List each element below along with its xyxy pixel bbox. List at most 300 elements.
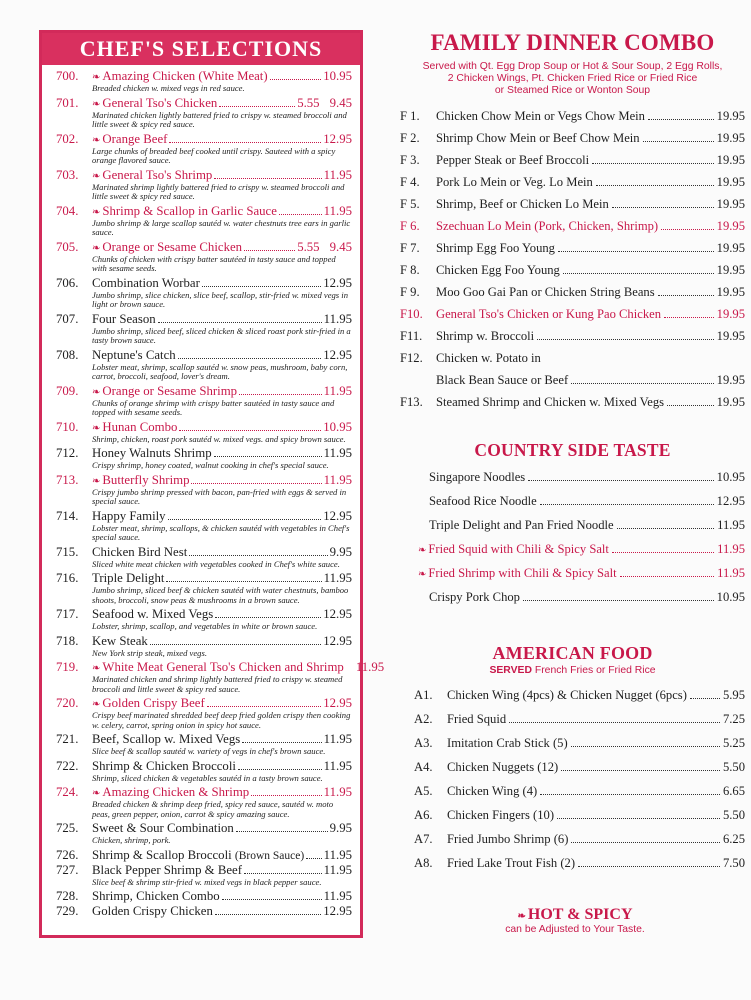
dot-leader bbox=[643, 129, 714, 142]
item-name bbox=[429, 489, 537, 513]
item-price: 11.95 bbox=[323, 732, 352, 746]
item-description: Lobster, shrimp, scallop, and vegetables in white or brown sauce. bbox=[92, 621, 318, 631]
item-number: 716. bbox=[56, 571, 79, 585]
dot-leader bbox=[166, 571, 321, 582]
item-name bbox=[92, 348, 176, 363]
dot-leader bbox=[270, 69, 322, 80]
item-price: 12.95 bbox=[323, 508, 352, 523]
item-name bbox=[92, 607, 213, 622]
family-combo-item bbox=[400, 259, 745, 281]
item-name-text: Orange or Sesame Shrimp bbox=[102, 383, 238, 398]
menu-item-line bbox=[56, 904, 352, 919]
item-description: Shrimp, chicken, roast pork sautéd w. mixed vegs. and spicy brown sauce. bbox=[92, 433, 346, 444]
item-price: 9.95 bbox=[329, 821, 352, 835]
american-food-note bbox=[400, 665, 745, 677]
item-name-text: Sweet & Sour Combination bbox=[92, 821, 234, 835]
dot-leader bbox=[558, 239, 714, 252]
menu-item-line bbox=[56, 889, 352, 904]
family-dinner-list bbox=[400, 105, 745, 413]
menu-item-line bbox=[56, 204, 352, 219]
hot-spicy-label: HOT & SPICY bbox=[527, 906, 633, 923]
item-name bbox=[92, 312, 156, 327]
item-name bbox=[92, 545, 187, 560]
item-price: 19.95 bbox=[716, 395, 745, 409]
dot-leader bbox=[202, 276, 321, 287]
pepper-icon: ❧ bbox=[92, 475, 101, 487]
item-name-text: Happy Family bbox=[92, 508, 166, 523]
item-number: 712. bbox=[56, 446, 79, 460]
item-name-text: Shrimp, Chicken Combo bbox=[92, 889, 220, 903]
item-name: Chicken Fingers (10) bbox=[447, 808, 555, 822]
menu-item bbox=[56, 446, 352, 471]
dot-leader bbox=[168, 509, 322, 520]
family-combo-item bbox=[400, 149, 745, 171]
american-item bbox=[414, 731, 745, 755]
item-name-text: White Meat General Tso's Chicken and Shrimp bbox=[102, 660, 344, 674]
item-name-text: Golden Crispy Chicken bbox=[92, 904, 213, 918]
item-code: F 9. bbox=[400, 285, 420, 299]
item-code: F 3. bbox=[400, 153, 420, 167]
menu-item bbox=[56, 634, 352, 659]
dot-leader bbox=[563, 261, 714, 274]
item-number: 724. bbox=[56, 785, 79, 799]
item-name: Chicken Egg Foo Young bbox=[436, 263, 560, 277]
item-code: F 4. bbox=[400, 175, 420, 189]
item-code: A2. bbox=[414, 712, 433, 726]
item-name-text: Seafood Rice Noodle bbox=[429, 494, 537, 508]
item-name: Moo Goo Gai Pan or Chicken String Beans bbox=[436, 285, 655, 299]
dot-leader bbox=[306, 848, 321, 859]
item-name: Chicken Chow Mein or Vegs Chow Mein bbox=[436, 109, 645, 123]
chefs-selections-panel bbox=[39, 30, 385, 938]
dot-leader bbox=[509, 710, 720, 723]
item-price: 19.95 bbox=[716, 219, 745, 233]
item-description: Lobster meat, shrimp, scallop sautéd w. snow peas, mushroom, baby corn, carrot, broccoli, seafood, lover's dream. bbox=[92, 361, 348, 381]
dot-leader bbox=[540, 782, 720, 795]
item-code: F10. bbox=[400, 307, 423, 321]
item-name: Fried Lake Trout Fish (2) bbox=[447, 856, 576, 870]
item-price: 6.65 bbox=[722, 784, 745, 798]
pepper-icon: ❧ bbox=[92, 206, 101, 218]
dot-leader bbox=[236, 821, 328, 832]
menu-item bbox=[56, 785, 352, 819]
item-description: Chunks of chicken with crispy batter sautéed in tasty sauce and topped with sesame seeds. bbox=[92, 253, 336, 273]
pepper-icon: ❧ bbox=[418, 569, 427, 580]
item-description: Marinated chicken lightly battered fried to crispy w. steamed broccoli and little sweet & spicy red sauce. bbox=[92, 109, 347, 129]
item-name bbox=[429, 465, 525, 489]
pepper-icon: ❧ bbox=[92, 98, 101, 110]
item-name-text: Crispy Pork Chop bbox=[429, 590, 520, 604]
american-note-bold: SERVED bbox=[489, 665, 532, 676]
pepper-icon: ❧ bbox=[418, 545, 427, 556]
item-name bbox=[92, 571, 164, 586]
item-price: 11.95 bbox=[717, 542, 745, 556]
item-name-text: Shrimp & Scallop Broccoli bbox=[92, 847, 232, 862]
item-name bbox=[92, 446, 212, 461]
dot-leader bbox=[528, 468, 713, 481]
family-combo-item bbox=[400, 391, 745, 413]
item-name bbox=[92, 634, 148, 649]
item-price: 19.95 bbox=[716, 285, 745, 299]
item-price: 11.95 bbox=[717, 518, 745, 532]
item-description: Jumbo shrimp & large scallop sautéd w. water chestnuts tree ears in garlic sauce. bbox=[92, 217, 351, 237]
item-name bbox=[429, 513, 614, 537]
menu-item-line bbox=[56, 312, 352, 327]
family-combo-item bbox=[400, 171, 745, 193]
item-name-text: Hunan Combo bbox=[102, 419, 178, 434]
item-number: 700. bbox=[56, 69, 79, 83]
dot-leader bbox=[179, 420, 321, 431]
item-price: 5.55 bbox=[297, 95, 320, 110]
item-description: Marinated shrimp lightly battered fried to crispy w. steamed broccoli and little sweet & spicy red sauce. bbox=[92, 181, 345, 201]
item-price: 11.95 bbox=[323, 446, 352, 460]
family-combo-item bbox=[400, 347, 745, 369]
dot-leader bbox=[578, 854, 720, 867]
dot-leader bbox=[557, 806, 720, 819]
american-food-title: AMERICAN FOOD bbox=[492, 643, 653, 663]
item-number: 710. bbox=[56, 419, 79, 434]
item-name bbox=[92, 821, 234, 836]
country-item bbox=[400, 585, 745, 609]
item-name-text: Shrimp & Chicken Broccoli bbox=[92, 758, 236, 773]
item-price: 11.95 bbox=[323, 785, 352, 799]
item-price: 11.95 bbox=[323, 758, 352, 773]
item-name bbox=[418, 537, 609, 563]
menu-item-line bbox=[56, 509, 352, 524]
item-number: 718. bbox=[56, 633, 79, 648]
item-price: 19.95 bbox=[716, 329, 745, 343]
menu-item bbox=[56, 69, 352, 94]
item-name-text: Singapore Noodles bbox=[429, 470, 526, 484]
dot-leader bbox=[571, 734, 720, 747]
item-name-text: Combination Worbar bbox=[92, 275, 200, 290]
item-description: Chicken, shrimp, pork. bbox=[92, 835, 171, 845]
menu-item-line bbox=[56, 732, 352, 747]
menu-item-line bbox=[56, 821, 352, 836]
item-price: 11.95 bbox=[355, 660, 385, 674]
item-name-text: Four Season bbox=[92, 311, 156, 326]
family-note-line: 2 Chicken Wings, Pt. Chicken Fried Rice or Fried Rice bbox=[447, 73, 698, 84]
item-size: (Brown Sauce) bbox=[234, 849, 305, 862]
american-item bbox=[414, 707, 745, 731]
menu-item-line bbox=[56, 696, 352, 711]
dot-leader bbox=[279, 204, 322, 215]
item-name: Chicken w. Potato in bbox=[436, 351, 541, 365]
item-price: 9.95 bbox=[329, 544, 352, 559]
item-number: 703. bbox=[56, 167, 79, 182]
dot-leader bbox=[189, 545, 327, 556]
item-description: Sliced white meat chicken with vegetables cooked in Chef's white sauce. bbox=[92, 558, 340, 569]
item-name bbox=[92, 848, 304, 864]
pepper-icon: ❧ bbox=[92, 699, 101, 710]
item-number: 706. bbox=[56, 275, 79, 290]
menu-item-line bbox=[56, 571, 352, 586]
item-name-text: Fried Squid with Chili & Spicy Salt bbox=[428, 542, 609, 556]
country-item bbox=[400, 513, 745, 537]
family-combo-item bbox=[400, 193, 745, 215]
menu-item bbox=[56, 660, 385, 694]
menu-item-line bbox=[56, 545, 352, 560]
menu-item-line bbox=[56, 132, 352, 147]
pepper-icon: ❧ bbox=[92, 663, 101, 674]
item-price: 5.25 bbox=[722, 736, 745, 750]
dot-leader bbox=[214, 446, 322, 457]
dot-leader bbox=[617, 516, 715, 529]
item-name: Chicken Wing (4) bbox=[447, 784, 538, 798]
item-name bbox=[418, 561, 617, 587]
item-code: F 5. bbox=[400, 197, 420, 211]
dot-leader bbox=[222, 889, 322, 900]
item-code: F13. bbox=[400, 395, 423, 409]
item-code: F 1. bbox=[400, 109, 420, 123]
item-description: Slice beef & scallop sautéd w. variety of vegs in chef's brown sauce. bbox=[92, 746, 326, 756]
dot-leader bbox=[178, 348, 322, 359]
menu-item-line bbox=[56, 240, 352, 255]
item-number: 725. bbox=[56, 821, 79, 835]
family-combo-item bbox=[400, 127, 745, 149]
item-price: 5.55 bbox=[297, 239, 320, 254]
menu-item-line bbox=[56, 785, 352, 800]
menu-item bbox=[56, 276, 352, 310]
item-description: Large chunks of breaded beef cooked until crispy. Sauteed with a spicy orange flavored sauce. bbox=[92, 145, 336, 165]
family-note-line: or Steamed Rice or Wonton Soup bbox=[494, 85, 651, 96]
family-combo-item bbox=[400, 369, 745, 391]
item-number: 719. bbox=[56, 660, 79, 674]
menu-item bbox=[56, 240, 352, 274]
menu-item-line bbox=[56, 473, 352, 488]
item-price: 12.95 bbox=[716, 494, 745, 508]
item-code: A1. bbox=[414, 688, 433, 702]
menu-item bbox=[56, 571, 352, 605]
item-name: Fried Squid bbox=[447, 712, 507, 726]
item-number: 727. bbox=[56, 862, 79, 877]
item-name: Shrimp, Beef or Chicken Lo Mein bbox=[436, 197, 609, 211]
item-name: Shrimp Egg Foo Young bbox=[436, 241, 555, 255]
item-number: 721. bbox=[56, 732, 79, 746]
item-price: 19.95 bbox=[716, 153, 745, 167]
dot-leader bbox=[214, 168, 321, 179]
item-name-text: Orange or Sesame Chicken bbox=[102, 239, 243, 254]
menu-item bbox=[56, 420, 352, 445]
item-price: 7.50 bbox=[722, 856, 745, 870]
item-name: Szechuan Lo Mein (Pork, Chicken, Shrimp) bbox=[436, 219, 659, 233]
item-name-text: Beef, Scallop w. Mixed Vegs bbox=[92, 732, 241, 746]
dot-leader bbox=[215, 607, 321, 618]
item-name: Shrimp w. Broccoli bbox=[436, 329, 535, 343]
dot-leader bbox=[612, 540, 714, 553]
chefs-selections-list bbox=[42, 65, 385, 919]
dot-leader bbox=[596, 173, 714, 186]
item-description: Crispy beef marinated shredded beef deep fried golden crispy then cooking w. celery, carrot, spring onion in spicy hot sauce. bbox=[92, 710, 351, 730]
menu-item-line bbox=[56, 384, 352, 399]
item-price: 10.95 bbox=[716, 470, 745, 484]
menu-item bbox=[56, 848, 352, 863]
item-name-text: Neptune's Catch bbox=[92, 347, 176, 362]
american-note-rest: French Fries or Fried Rice bbox=[534, 665, 656, 676]
dot-leader bbox=[238, 759, 322, 770]
menu-item bbox=[56, 348, 352, 382]
item-name bbox=[92, 276, 200, 291]
item-price: 6.25 bbox=[722, 832, 745, 846]
item-description: Breaded chicken & shrimp deep fried, spicy red sauce, sautéd w. moto peas, green pepper, onion, carrot & spicy amazing sauce. bbox=[92, 799, 334, 819]
family-combo-item bbox=[400, 281, 745, 303]
menu-item-line bbox=[56, 420, 352, 435]
dot-leader bbox=[207, 696, 321, 707]
item-name-text: Honey Walnuts Shrimp bbox=[92, 446, 212, 460]
dot-leader bbox=[239, 384, 322, 395]
pepper-icon: ❧ bbox=[517, 911, 526, 922]
menu-item-line bbox=[56, 69, 352, 84]
dot-leader bbox=[612, 195, 714, 208]
hot-spicy-note bbox=[500, 906, 650, 935]
item-number: 709. bbox=[56, 383, 79, 398]
item-name: Shrimp Chow Mein or Beef Chow Mein bbox=[436, 131, 640, 145]
menu-item bbox=[56, 863, 352, 888]
american-item bbox=[414, 779, 745, 803]
country-item bbox=[400, 465, 745, 489]
item-code: A4. bbox=[414, 760, 433, 774]
dot-leader bbox=[648, 107, 714, 120]
american-item bbox=[414, 755, 745, 779]
item-description: Shrimp, sliced chicken & vegetables sautéd in a tasty brown sauce. bbox=[92, 772, 323, 783]
menu-item-line bbox=[56, 276, 352, 291]
item-price: 11.95 bbox=[323, 889, 352, 903]
menu-item bbox=[56, 473, 352, 507]
item-number: 704. bbox=[56, 203, 79, 218]
item-number: 722. bbox=[56, 758, 79, 773]
dot-leader bbox=[537, 327, 713, 340]
item-number: 729. bbox=[56, 904, 79, 918]
menu-item bbox=[56, 607, 352, 632]
pepper-icon: ❧ bbox=[92, 788, 101, 799]
pepper-icon: ❧ bbox=[92, 386, 101, 398]
item-price: 12.95 bbox=[323, 696, 352, 710]
menu-item bbox=[56, 168, 352, 202]
item-price: 19.95 bbox=[716, 241, 745, 255]
dot-leader bbox=[561, 758, 720, 771]
family-dinner-note bbox=[400, 61, 745, 97]
menu-item bbox=[56, 821, 352, 846]
menu-item bbox=[56, 904, 352, 919]
item-name bbox=[92, 759, 236, 774]
item-name bbox=[92, 732, 240, 747]
dot-leader bbox=[346, 661, 354, 671]
menu-item-line bbox=[56, 348, 352, 363]
item-description: Lobster meat, shrimp, scallops, & chicken sautéd with vegetables in Chef's special sauce. bbox=[92, 522, 350, 542]
item-code: A8. bbox=[414, 856, 433, 870]
item-name bbox=[92, 904, 213, 919]
item-name-text: Shrimp & Scallop in Garlic Sauce bbox=[102, 203, 277, 218]
dot-leader bbox=[658, 283, 714, 296]
item-code: A6. bbox=[414, 808, 433, 822]
menu-item bbox=[56, 509, 352, 543]
item-code: A5. bbox=[414, 784, 433, 798]
item-price: 11.95 bbox=[323, 847, 352, 862]
item-number: 715. bbox=[56, 544, 79, 559]
pepper-icon: ❧ bbox=[92, 422, 101, 434]
menu-item-line bbox=[56, 168, 352, 183]
menu-item-line bbox=[56, 848, 352, 863]
item-name-text: Amazing Chicken & Shrimp bbox=[102, 785, 250, 799]
item-description: Jumbo shrimp, slice chicken, slice beef, scallop, stir-fried w. mixed vegs in light or brown sauce. bbox=[92, 289, 348, 309]
item-price: 19.95 bbox=[716, 131, 745, 145]
pepper-icon: ❧ bbox=[92, 134, 101, 146]
hot-spicy-title bbox=[500, 906, 650, 924]
item-name bbox=[92, 863, 242, 878]
menu-item bbox=[56, 312, 352, 346]
item-name bbox=[429, 585, 520, 609]
item-price: 5.50 bbox=[722, 760, 745, 774]
item-name: Pork Lo Mein or Veg. Lo Mein bbox=[436, 175, 593, 189]
menu-item bbox=[56, 384, 352, 418]
item-price: 10.95 bbox=[323, 69, 352, 83]
item-price: 11.95 bbox=[323, 311, 352, 326]
item-name-text: Chicken Bird Nest bbox=[92, 544, 188, 559]
item-name: General Tso's Chicken or Kung Pao Chicken bbox=[436, 307, 662, 321]
hot-spicy-subtext: can be Adjusted to Your Taste. bbox=[505, 924, 645, 935]
item-price: 19.95 bbox=[716, 307, 745, 321]
family-combo-item bbox=[400, 303, 745, 325]
item-number: 713. bbox=[56, 472, 79, 487]
item-description: Breaded chicken w. mixed vegs in red sauce. bbox=[92, 83, 245, 93]
item-name: Fried Jumbo Shrimp (6) bbox=[447, 832, 569, 846]
item-code: A7. bbox=[414, 832, 433, 846]
item-name-text: General Tso's Shrimp bbox=[102, 167, 213, 182]
item-description: Crispy shrimp, honey coated, walnut cooking in chef's special sauce. bbox=[92, 460, 329, 470]
item-price-large: 9.45 bbox=[329, 95, 352, 110]
item-price: 12.95 bbox=[323, 131, 352, 146]
item-price: 11.95 bbox=[717, 566, 745, 580]
item-price: 10.95 bbox=[716, 590, 745, 604]
american-item bbox=[414, 827, 745, 851]
family-dinner-title: FAMILY DINNER COMBO bbox=[430, 30, 715, 55]
item-name: Steamed Shrimp and Chicken w. Mixed Vegs bbox=[436, 395, 665, 409]
menu-item bbox=[56, 96, 352, 130]
item-number: 714. bbox=[56, 508, 79, 523]
item-price: 5.50 bbox=[722, 808, 745, 822]
item-price: 10.95 bbox=[323, 419, 352, 434]
item-price: 11.95 bbox=[323, 203, 352, 218]
item-name-text: Kew Steak bbox=[92, 633, 148, 648]
dot-leader bbox=[169, 132, 321, 143]
item-price: 19.95 bbox=[716, 263, 745, 277]
menu-item bbox=[56, 889, 352, 904]
item-number: 720. bbox=[56, 696, 79, 710]
item-code: F 7. bbox=[400, 241, 420, 255]
item-number: 701. bbox=[56, 95, 79, 110]
dot-leader bbox=[251, 785, 321, 796]
dot-leader bbox=[150, 634, 321, 645]
item-description: Crispy jumbo shrimp pressed with bacon, pan-fried with eggs & served in special sauce. bbox=[92, 486, 347, 506]
item-name-text: Black Pepper Shrimp & Beef bbox=[92, 862, 242, 877]
item-price: 19.95 bbox=[716, 197, 745, 211]
menu-item-line bbox=[56, 660, 385, 675]
menu-item bbox=[56, 132, 352, 166]
item-price: 11.95 bbox=[323, 862, 352, 877]
dot-leader bbox=[242, 732, 321, 743]
family-note-line: Served with Qt. Egg Drop Soup or Hot & Sour Soup, 2 Egg Rolls, bbox=[422, 61, 723, 72]
item-description: Marinated chicken and shrimp lightly battered fried to crispy w. steamed broccoli and little sweet & spicy red sauce. bbox=[92, 674, 343, 694]
dot-leader bbox=[690, 686, 720, 699]
country-side-list bbox=[400, 465, 745, 609]
item-number: 726. bbox=[56, 847, 79, 862]
item-price: 12.95 bbox=[323, 633, 352, 648]
menu-item bbox=[56, 732, 352, 757]
item-description: Jumbo shrimp, sliced beef & chicken sautéd with water chestnuts, bamboo shoots, broccoli, snow peas & mushrooms in a brown sauce. bbox=[92, 585, 349, 605]
american-item bbox=[414, 683, 745, 707]
dot-leader bbox=[620, 564, 715, 577]
item-name-text: General Tso's Chicken bbox=[102, 95, 218, 110]
